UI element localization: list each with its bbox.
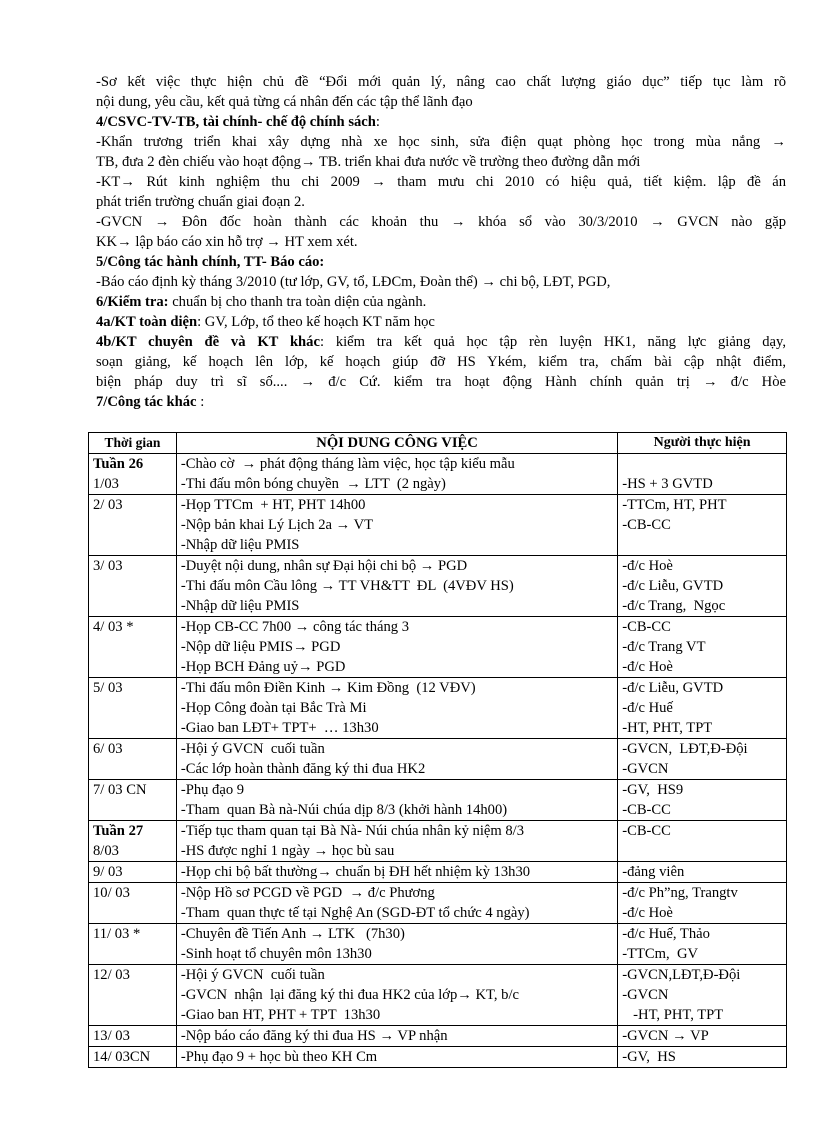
empty-line [93, 1005, 172, 1025]
cell-people [618, 617, 787, 678]
cell-content-line: -HS được nghỉ 1 ngày → học bù sau [180, 843, 395, 859]
paragraph-fees-line1: -GVCN → Đôn đốc hoàn thành các khoản thu → khóa sổ vào 30/3/2010 → GVCN nào gặp [96, 214, 786, 230]
section-4b-line3: biện pháp duy trì sĩ số.... → đ/c Cứ. kiểm tra hoạt động Hành chính quản trị → đ/c Hòe [96, 374, 786, 390]
empty-line [93, 985, 172, 1005]
cell-people [618, 454, 787, 495]
empty-line [93, 637, 172, 657]
empty-line [93, 944, 172, 964]
table-row [89, 780, 787, 821]
cell-people-line: -GVCN,LĐT,Đ-Đội [622, 967, 741, 983]
cell-time-line: 9/ 03 [93, 864, 123, 880]
cell-time [89, 1047, 177, 1068]
cell-content-line: -Nhập dữ liệu PMIS [180, 598, 300, 614]
cell-time-line: Tuần 26 [93, 456, 144, 472]
section-4a-text: : GV, Lớp, tổ theo kế hoạch KT năm học [197, 314, 435, 330]
cell-people-line: -đ/c Hoè [622, 905, 673, 921]
table-row [89, 495, 787, 556]
cell-people-line: -đảng viên [622, 864, 685, 880]
cell-time [89, 883, 177, 924]
table-header-row [89, 433, 787, 454]
cell-content-line: -Họp CB-CC 7h00 → công tác tháng 3 [180, 619, 410, 635]
cell-people-line: -GVCN → VP [622, 1028, 709, 1044]
cell-time [89, 556, 177, 617]
cell-content [176, 821, 617, 862]
cell-time [89, 495, 177, 556]
empty-line [93, 759, 172, 779]
cell-time [89, 965, 177, 1026]
cell-people-line: -đ/c Huế, Thảo [622, 926, 710, 942]
table-row [89, 1047, 787, 1068]
cell-time-line: 13/ 03 [93, 1028, 130, 1044]
header-content: NỘI DUNG CÔNG VIỆC [176, 433, 617, 454]
cell-content-line: -Nộp Hồ sơ PCGD về PGD → đ/c Phương [180, 885, 435, 901]
cell-people-line: -HT, PHT, TPT [622, 1007, 724, 1023]
cell-people-line: -đ/c Huế [622, 700, 673, 716]
schedule-table [88, 432, 787, 1068]
table-row [89, 821, 787, 862]
section-5-heading: 5/Công tác hành chính, TT- Báo cáo: [96, 254, 325, 270]
section-7-heading [96, 392, 786, 412]
cell-people [618, 678, 787, 739]
empty-line [93, 535, 172, 555]
cell-content-line: -Họp chi bộ bất thường→ chuẩn bị ĐH hết nhiệm kỳ 13h30 [180, 864, 531, 880]
cell-people-line: -TTCm, HT, PHT [622, 497, 727, 513]
cell-content [176, 883, 617, 924]
cell-people-line: -đ/c Hoè [622, 659, 673, 675]
section-7-colon: : [196, 394, 205, 410]
cell-time [89, 454, 177, 495]
cell-content [176, 678, 617, 739]
empty-line [93, 657, 172, 677]
paragraph-facilities-line1: -Khẩn trương triển khai xây dựng nhà xe học sinh, sửa điện quạt phòng học trong mùa nắng → [96, 134, 786, 150]
cell-people [618, 924, 787, 965]
cell-content-line: -Họp Công đoàn tại Bắc Trà Mi [180, 700, 367, 716]
table-row [89, 678, 787, 739]
cell-content-line: -Nộp dữ liệu PMIS→ PGD [180, 639, 341, 655]
paragraph-finance-line2: phát triển trường chuẩn giai đoạn 2. [96, 194, 305, 210]
empty-line [93, 515, 172, 535]
section-4b-line1 [96, 332, 786, 352]
cell-content [176, 780, 617, 821]
cell-content-line: -Tham quan Bà nà-Núi chúa dịp 8/3 (khởi hành 14h00) [180, 802, 508, 818]
cell-content-line: -Giao ban LĐT+ TPT+ … 13h30 [180, 720, 379, 736]
cell-time [89, 739, 177, 780]
cell-content [176, 924, 617, 965]
document-body [96, 72, 786, 412]
paragraph-review-line1: -Sơ kết việc thực hiện chủ đề “Đổi mới quản lý, nâng cao chất lượng giáo dục” tiếp tục làm rõ [96, 74, 786, 90]
empty-line [93, 800, 172, 820]
cell-time-line: 8/03 [93, 843, 119, 859]
cell-people [618, 1047, 787, 1068]
cell-people-line: -GV, HS9 [622, 782, 684, 798]
cell-content-line: -Duyệt nội dung, nhân sự Đại hội chi bộ → PGD [180, 558, 468, 574]
empty-line [622, 841, 782, 861]
cell-content [176, 1047, 617, 1068]
paragraph-fees-line2: KK→ lập báo cáo xin hỗ trợ → HT xem xét. [96, 234, 358, 250]
cell-content-line: -Phụ đạo 9 + học bù theo KH Cm [180, 1049, 378, 1065]
cell-time [89, 617, 177, 678]
cell-people-line: -CB-CC [622, 619, 671, 635]
cell-people-line: -CB-CC [622, 802, 671, 818]
cell-content [176, 556, 617, 617]
cell-people-line: -đ/c Trang VT [622, 639, 706, 655]
section-6-heading [96, 292, 786, 312]
cell-people [618, 495, 787, 556]
cell-people-line: -HS + 3 GVTD [622, 476, 713, 492]
section-6-title: 6/Kiểm tra: [96, 294, 169, 310]
cell-people-line: -đ/c Trang, Ngọc [622, 598, 726, 614]
table-row [89, 739, 787, 780]
cell-people-line: -GV, HS [622, 1049, 676, 1065]
table-row [89, 883, 787, 924]
section-4b-text: : kiểm tra kết quả học tập rèn luyện HK1, năng lực giảng dạy, [319, 334, 786, 350]
empty-line [93, 596, 172, 616]
cell-content-line: -Thi đấu môn bóng chuyền → LTT (2 ngày) [180, 476, 446, 492]
cell-time [89, 678, 177, 739]
cell-content-line: -Thi đấu môn Điền Kinh → Kim Đồng (12 VĐV) [180, 680, 476, 696]
empty-line [622, 535, 782, 555]
section-4b-title: 4b/KT chuyên đề và KT khác [96, 334, 320, 350]
cell-people-line: -CB-CC [622, 823, 671, 839]
section-7-title: 7/Công tác khác [96, 394, 197, 410]
empty-line [93, 576, 172, 596]
table-row [89, 1026, 787, 1047]
section-4a-title: 4a/KT toàn diện [96, 314, 198, 330]
cell-content-line: -Hội ý GVCN cuối tuần [180, 967, 325, 983]
cell-time-line: 2/ 03 [93, 497, 123, 513]
cell-content [176, 965, 617, 1026]
cell-people [618, 965, 787, 1026]
empty-line [93, 698, 172, 718]
cell-people [618, 780, 787, 821]
schedule-table-body [89, 454, 787, 1068]
cell-content-line: -Chào cờ → phát động tháng làm việc, học tập kiểu mẫu [180, 456, 515, 472]
cell-time-line: 1/03 [93, 476, 119, 492]
cell-time [89, 821, 177, 862]
cell-time-line: 7/ 03 CN [93, 782, 147, 798]
cell-people-line: -GVCN [622, 761, 669, 777]
cell-time [89, 1026, 177, 1047]
empty-line [93, 718, 172, 738]
cell-content [176, 862, 617, 883]
cell-time-line: 3/ 03 [93, 558, 123, 574]
cell-time-line: 12/ 03 [93, 967, 130, 983]
cell-content-line: -Các lớp hoàn thành đăng ký thi đua HK2 [180, 761, 426, 777]
cell-content-line: -Sinh hoạt tổ chuyên môn 13h30 [180, 946, 372, 962]
cell-time-line: Tuần 27 [93, 823, 144, 839]
cell-content [176, 617, 617, 678]
table-row [89, 965, 787, 1026]
cell-time-line: 10/ 03 [93, 885, 130, 901]
cell-people-line: -đ/c Hoè [622, 558, 673, 574]
cell-people [618, 739, 787, 780]
header-time: Thời gian [89, 433, 177, 454]
paragraph-facilities-line2: TB, đưa 2 đèn chiếu vào hoạt động→ TB. triển khai đưa nước về trường theo đường dẫn mới [96, 154, 641, 170]
cell-content-line: -Tham quan thực tế tại Nghệ An (SGD-ĐT tổ chức 4 ngày) [180, 905, 530, 921]
cell-people [618, 821, 787, 862]
cell-people [618, 883, 787, 924]
cell-content-line: -Họp BCH Đảng uỷ→ PGD [180, 659, 346, 675]
cell-people-line: -đ/c Liễu, GVTD [622, 578, 724, 594]
cell-content-line: -Nộp báo cáo đăng ký thi đua HS → VP nhận [180, 1028, 448, 1044]
section-4a-heading [96, 312, 786, 332]
cell-people [618, 1026, 787, 1047]
cell-content-line: -Giao ban HT, PHT + TPT 13h30 [180, 1007, 381, 1023]
cell-time-line: 5/ 03 [93, 680, 123, 696]
cell-content-line: -Nộp bản khai Lý Lịch 2a → VT [180, 517, 374, 533]
empty-line [622, 454, 782, 474]
empty-line [93, 903, 172, 923]
section-6-text: chuẩn bị cho thanh tra toàn diện của ngành. [168, 294, 427, 310]
cell-time [89, 780, 177, 821]
cell-people-line: -đ/c Ph”ng, Trangtv [622, 885, 738, 901]
cell-content-line: -Tiếp tục tham quan tại Bà Nà- Núi chúa nhân kỷ niệm 8/3 [180, 823, 524, 839]
cell-content [176, 495, 617, 556]
cell-people-line: -GVCN, LĐT,Đ-Đội [622, 741, 748, 757]
cell-time [89, 862, 177, 883]
cell-content-line: -Hội ý GVCN cuối tuần [180, 741, 325, 757]
section-4-colon: : [375, 114, 380, 130]
cell-people-line: -CB-CC [622, 517, 671, 533]
cell-people-line: -GVCN [622, 987, 669, 1003]
cell-time [89, 924, 177, 965]
cell-content [176, 454, 617, 495]
cell-content-line: -Nhập dữ liệu PMIS [180, 537, 300, 553]
table-row [89, 924, 787, 965]
cell-time-line: 4/ 03 * [93, 619, 134, 635]
cell-content-line: -Phụ đạo 9 [180, 782, 245, 798]
cell-people-line: -TTCm, GV [622, 946, 699, 962]
paragraph-finance-line1: -KT→ Rút kinh nghiệm thu chi 2009 → tham mưu chi 2010 có hiệu quả, tiết kiệm. lập đề án [96, 174, 786, 190]
cell-time-line: 6/ 03 [93, 741, 123, 757]
cell-people [618, 556, 787, 617]
cell-time-line: 11/ 03 * [93, 926, 141, 942]
cell-content-line: -GVCN nhận lại đăng ký thi đua HK2 của lớp→ KT, b/c [180, 987, 520, 1003]
section-4-title: 4/CSVC-TV-TB, tài chính- chế độ chính sách [96, 114, 376, 130]
cell-people [618, 862, 787, 883]
section-4-heading [96, 112, 786, 132]
cell-content-line: -Chuyên đề Tiến Anh → LTK (7h30) [180, 926, 405, 942]
table-row [89, 617, 787, 678]
header-people: Người thực hiện [618, 433, 787, 454]
cell-content-line: -Họp TTCm + HT, PHT 14h00 [180, 497, 366, 513]
table-row [89, 454, 787, 495]
paragraph-review-line2: nội dung, yêu cầu, kết quả từng cá nhân đến các tập thể lãnh đạo [96, 94, 473, 110]
cell-people-line: -HT, PHT, TPT [622, 720, 713, 736]
cell-content-line: -Thi đấu môn Cầu lông → TT VH&TT ĐL (4VĐV HS) [180, 578, 514, 594]
section-4b-line2: soạn giảng, kế hoạch lên lớp, kế hoạch giúp đỡ HS Ykém, kiểm tra, chấm bài cập nhật điểm, [96, 354, 786, 370]
table-row [89, 556, 787, 617]
cell-time-line: 14/ 03CN [93, 1049, 151, 1065]
cell-content [176, 1026, 617, 1047]
cell-content [176, 739, 617, 780]
paragraph-report: -Báo cáo định kỳ tháng 3/2010 (tư lớp, GV, tổ, LĐCm, Đoàn thể) → chi bộ, LĐT, PGD, [96, 274, 611, 290]
table-row [89, 862, 787, 883]
cell-people-line: -đ/c Liễu, GVTD [622, 680, 724, 696]
